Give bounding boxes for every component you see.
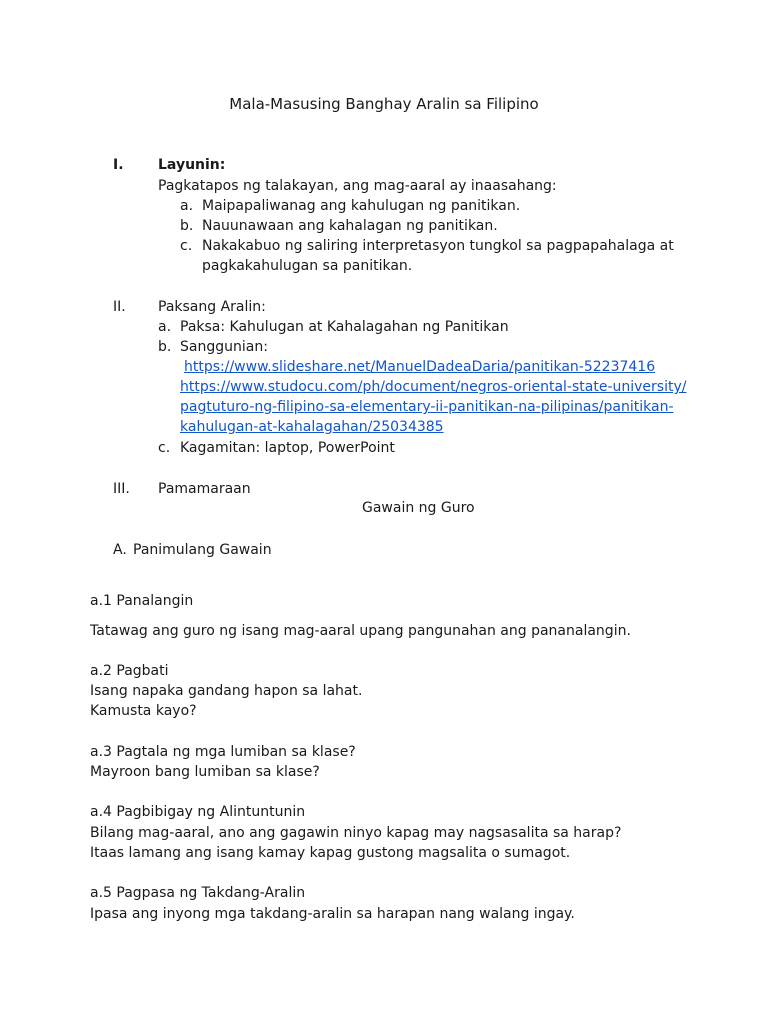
reference-link-studocu-end[interactable]: kahulugan-at-kahalagahan/25034385 (180, 419, 444, 435)
activity-label: a.4 Pagbibigay ng Alintuntunin (90, 804, 306, 820)
reference-link-slideshare[interactable]: https://www.slideshare.net/ManuelDadeaDaria/panitikan-52237416 (184, 359, 656, 375)
section-1-numeral: I. (113, 157, 124, 173)
panimulang-gawain-heading: Panimulang Gawain (133, 542, 272, 558)
activity-line: Ipasa ang inyong mga takdang-aralin sa harapan nang walang ingay. (90, 906, 575, 922)
list-marker: c. (180, 238, 193, 254)
activity-line: Tatawag ang guro ng isang mag-aaral upang pangunahan ang pananalangin. (90, 623, 631, 639)
paksa-text: Paksa: Kahulugan at Kahalagahan ng Panitikan (180, 319, 509, 335)
list-marker: b. (158, 339, 172, 355)
section-3-heading: Pamamaraan (158, 481, 251, 497)
sanggunian-label: Sanggunian: (180, 339, 268, 355)
section-2-heading: Paksang Aralin: (158, 299, 266, 315)
list-marker: c. (158, 440, 171, 456)
list-marker: b. (180, 218, 194, 234)
objective-item-continuation: pagkakahulugan sa panitikan. (202, 258, 413, 274)
reference-link-studocu[interactable]: https://www.studocu.com/ph/document/negros-oriental-state-university/ (180, 379, 687, 395)
objective-item: Nauunawaan ang kahalagan ng panitikan. (202, 218, 498, 234)
list-marker: A. (113, 542, 127, 558)
activity-label: a.5 Pagpasa ng Takdang-Aralin (90, 885, 306, 901)
reference-link-studocu-cont[interactable]: pagtuturo-ng-filipino-sa-elementary-ii-panitikan-na-pilipinas/panitikan- (180, 399, 674, 415)
section-1-heading: Layunin: (158, 157, 226, 173)
activity-label: a.2 Pagbati (90, 663, 169, 679)
activity-line: Itaas lamang ang isang kamay kapag gustong magsalita o sumagot. (90, 845, 571, 861)
section-1-intro: Pagkatapos ng talakayan, ang mag-aaral ay inaasahang: (158, 178, 557, 194)
column-header-gawain-ng-guro: Gawain ng Guro (362, 500, 475, 516)
activity-line: Bilang mag-aaral, ano ang gagawin ninyo kapag may nagsasalita sa harap? (90, 825, 622, 841)
section-3-numeral: III. (113, 481, 130, 497)
activity-label: a.1 Panalangin (90, 593, 194, 609)
document-title: Mala-Masusing Banghay Aralin sa Filipino (229, 95, 539, 113)
objective-item: Maipapaliwanag ang kahulugan ng panitikan. (202, 198, 521, 214)
kagamitan-text: Kagamitan: laptop, PowerPoint (180, 440, 395, 456)
activity-label: a.3 Pagtala ng mga lumiban sa klase? (90, 744, 356, 760)
activity-line: Isang napaka gandang hapon sa lahat. (90, 683, 363, 699)
list-marker: a. (158, 319, 172, 335)
list-marker: a. (180, 198, 194, 214)
objective-item: Nakakabuo ng saliring interpretasyon tungkol sa pagpapahalaga at (202, 238, 674, 254)
section-2-numeral: II. (113, 299, 126, 315)
activity-line: Kamusta kayo? (90, 703, 197, 719)
activity-line: Mayroon bang lumiban sa klase? (90, 764, 320, 780)
